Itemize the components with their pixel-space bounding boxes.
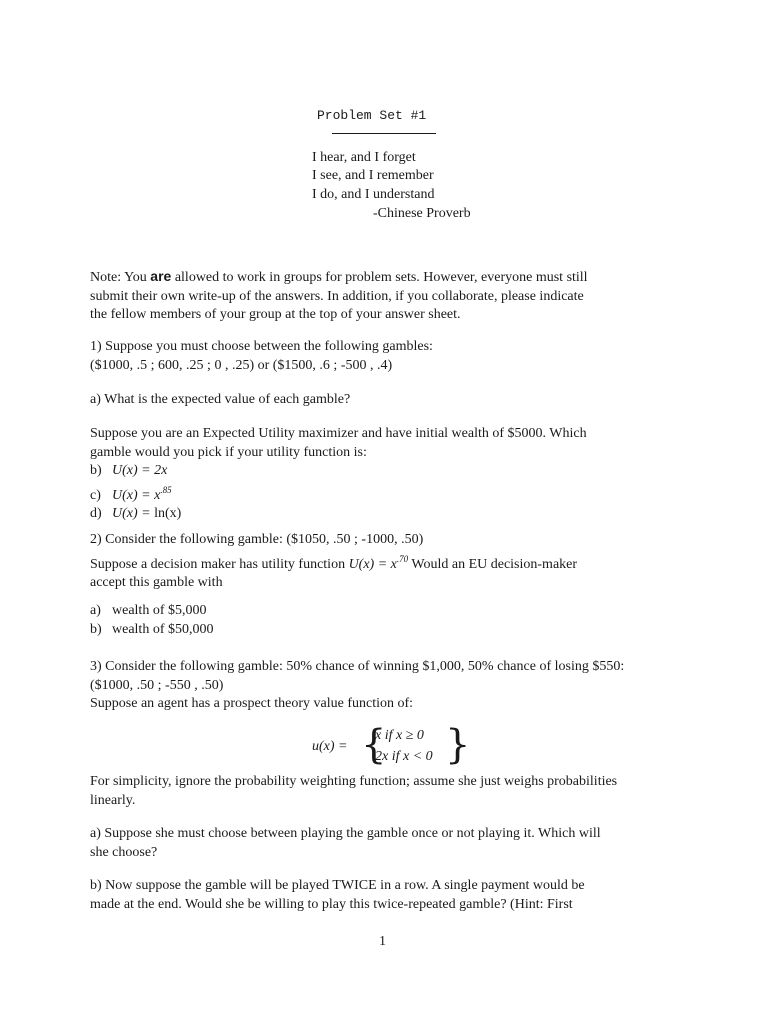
case-negative: 2x if x < 0 <box>375 749 433 764</box>
question-3 <box>90 658 680 714</box>
note-line-2: submit their own write-up of the answers. In addition, if you collaborate, please indicate <box>90 288 584 304</box>
note-line-1: allowed to work in groups for problem sets. However, everyone must still <box>171 270 588 285</box>
q2-utility-fn: U(x) = x <box>348 556 397 572</box>
q1-eu-prompt <box>90 425 680 524</box>
q1-part-a: a) What is the expected value of each gamble? <box>90 392 351 407</box>
page-title: Problem Set #1 <box>317 108 427 123</box>
q2-option-b: b) wealth of $50,000 <box>90 621 214 637</box>
title-underline <box>332 133 436 134</box>
case-positive: x if x ≥ 0 <box>375 728 424 743</box>
q3-part-a-line-2: she choose? <box>90 844 158 860</box>
q2-line-2a: Suppose a decision maker has utility function <box>90 556 349 572</box>
q3-intro: 3) Consider the following gamble: 50% chance of winning $1,000, 50% chance of losing $550: <box>90 659 625 674</box>
question-1 <box>90 338 680 375</box>
q3-gamble: ($1000, .50 ; -550 , .50) <box>90 677 224 693</box>
note-emphasis: are <box>150 268 172 284</box>
quote-line: I do, and I understand <box>312 187 435 202</box>
q1-option-b: b) U(x) = 2x <box>90 463 168 479</box>
q2-options <box>90 602 680 639</box>
q3-part-b-line-2: made at the end. Would she be willing to play this twice-repeated gamble? (Hint: First <box>90 896 573 912</box>
left-brace: { <box>361 722 387 768</box>
q2-intro: 2) Consider the following gamble: ($1050, .50 ; -1000, .50) <box>90 532 424 547</box>
q3-part-b <box>90 877 680 914</box>
quote-line: I see, and I remember <box>312 168 434 183</box>
note-prefix: Note: You <box>90 270 151 285</box>
q3-simplicity <box>90 773 680 810</box>
page-number: 1 <box>379 934 386 949</box>
q3-simplicity-line-1: For simplicity, ignore the probability weighting function; assume she just weighs probabilities <box>90 774 618 789</box>
q2-option-a: a) wealth of $5,000 <box>90 603 207 618</box>
q1-eu-line-1: Suppose you are an Expected Utility maximizer and have initial wealth of $5000. Which <box>90 426 587 441</box>
q3-part-b-line-1: b) Now suppose the gamble will be played TWICE in a row. A single payment would be <box>90 878 585 893</box>
q3-simplicity-line-2: linearly. <box>90 792 136 808</box>
q2-line-2b: Would an EU decision-maker <box>408 556 578 572</box>
q1-intro: 1) Suppose you must choose between the following gambles: <box>90 339 433 354</box>
note-line-3: the fellow members of your group at the top of your answer sheet. <box>90 307 461 323</box>
equation-lhs: u(x) = <box>312 739 348 754</box>
question-2 <box>90 531 680 593</box>
right-brace: } <box>445 722 471 768</box>
q1-gambles: ($1000, .5 ; 600, .25 ; 0 , .25) or ($1500, .6 ; -500 , .4) <box>90 357 393 373</box>
quote-attribution: -Chinese Proverb <box>373 206 471 221</box>
q3-part-a-line-1: a) Suppose she must choose between playing the gamble once or not playing it. Which will <box>90 826 601 841</box>
quote-line: I hear, and I forget <box>312 150 416 165</box>
note-paragraph <box>90 267 680 325</box>
q2-line-3: accept this gamble with <box>90 575 223 591</box>
q1-eu-line-2: gamble would you pick if your utility function is: <box>90 444 367 460</box>
q2-exponent: .70 <box>396 553 409 564</box>
q1-option-c: c) $U(x) = x^{.85}$ <box>90 484 172 503</box>
q1-option-d: d) U(x) = ln(x) <box>90 506 182 522</box>
q3-part-a <box>90 825 680 862</box>
q3-line-3: Suppose an agent has a prospect theory value function of: <box>90 696 414 712</box>
